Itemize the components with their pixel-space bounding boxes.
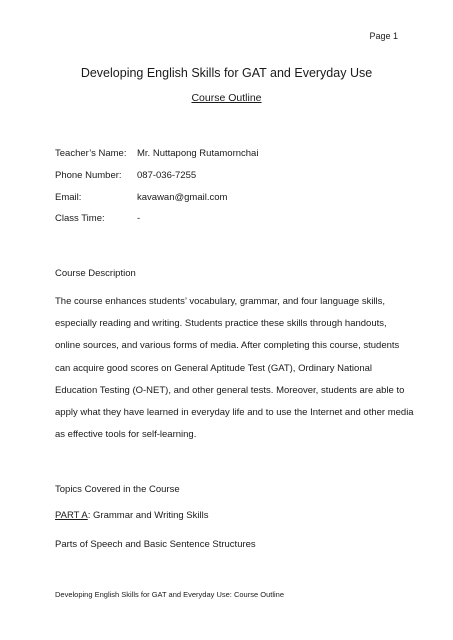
part-a-label: PART A xyxy=(55,510,88,521)
subtopic-heading: Parts of Speech and Basic Sentence Structures xyxy=(55,539,256,550)
course-description-heading: Course Description xyxy=(55,268,136,279)
course-description-paragraph xyxy=(55,296,415,451)
info-label: Teacher’s Name: xyxy=(55,148,127,159)
page-footer: Developing English Skills for GAT and Everyday Use: Course Outline xyxy=(55,590,284,599)
paragraph-line: as effective tools for self-learning. xyxy=(55,429,197,441)
page-number: Page 1 xyxy=(369,31,398,41)
part-a-heading xyxy=(55,510,208,521)
paragraph-line: especially reading and writing. Students practice these skills through handouts, xyxy=(55,318,387,330)
info-row-phone xyxy=(55,170,196,181)
topics-heading: Topics Covered in the Course xyxy=(55,484,180,495)
paragraph-line: can acquire good scores on General Aptitude Test (GAT), Ordinary National xyxy=(55,362,373,374)
subtitle-text: Course Outline xyxy=(191,92,262,104)
paragraph-line: apply what they have learned in everyday life and to use the Internet and other media xyxy=(55,406,414,418)
info-value: 087-036-7255 xyxy=(137,170,197,181)
info-value: - xyxy=(137,213,141,224)
document-subtitle xyxy=(0,92,453,104)
document-title: Developing English Skills for GAT and Everyday Use xyxy=(80,66,373,80)
info-row-class-time xyxy=(55,213,140,224)
info-row-teacher xyxy=(55,148,258,159)
paragraph-line: online sources, and various forms of media. After completing this course, students xyxy=(55,340,400,352)
info-label: Email: xyxy=(55,192,82,203)
info-value: kavawan@gmail.com xyxy=(137,192,228,203)
info-label: Class Time: xyxy=(55,213,105,224)
paragraph-line: The course enhances students’ vocabulary, grammar, and four language skills, xyxy=(55,296,386,307)
paragraph-line: Education Testing (O-NET), and other general tests. Moreover, students are able to xyxy=(55,384,405,396)
info-label: Phone Number: xyxy=(55,170,122,181)
info-row-email xyxy=(55,192,227,203)
part-a-title: : Grammar and Writing Skills xyxy=(87,510,209,521)
info-value: Mr. Nuttapong Rutamornchai xyxy=(137,148,259,159)
